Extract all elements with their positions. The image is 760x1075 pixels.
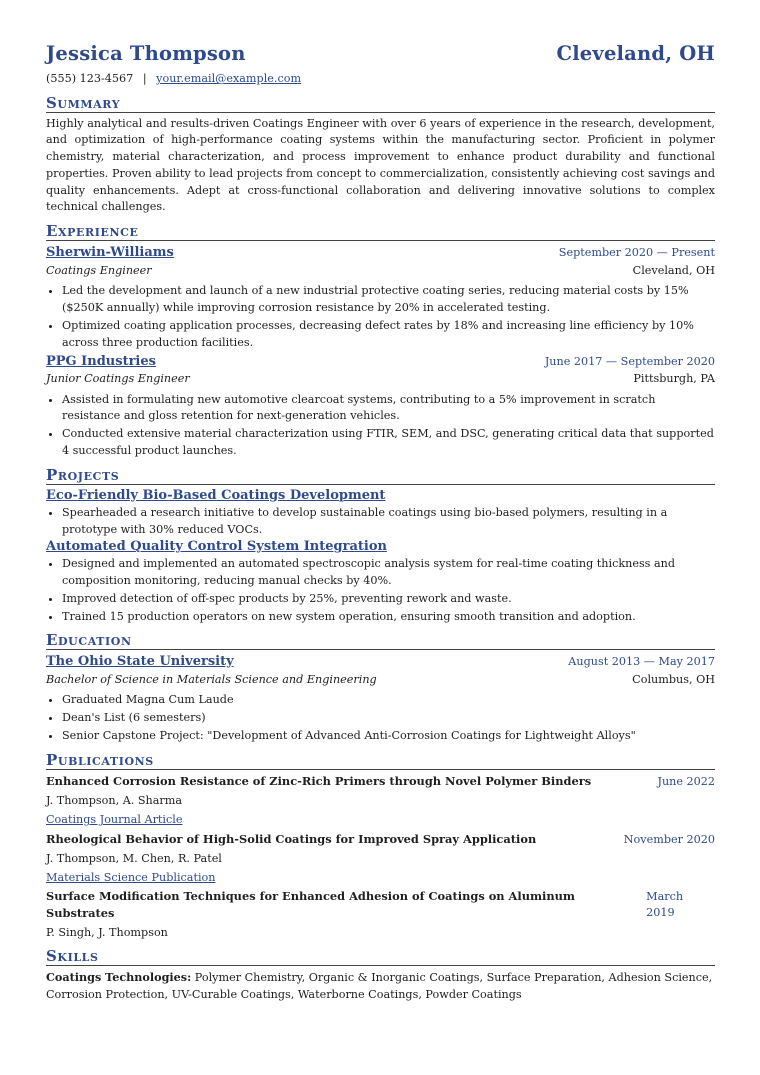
section-title-summary: Summary bbox=[46, 94, 715, 113]
job-bullet: • Led the development and launch of a new industrial protective coating series, reducing material costs by 15% ($250K annually) while improving corrosion resistance by 20% in accelerated testing. bbox=[62, 283, 715, 317]
job-role: Coatings Engineer bbox=[46, 264, 152, 278]
company-name[interactable]: PPG Industries bbox=[46, 353, 156, 369]
education-bullets bbox=[46, 692, 715, 744]
education-dates: August 2013 — May 2017 bbox=[568, 655, 715, 669]
section-title-projects: Projects bbox=[46, 466, 715, 485]
project-bullet: • Improved detection of off-spec products by 25%, preventing rework and waste. bbox=[62, 591, 715, 608]
skills-text: Polymer Chemistry, Organic & Inorganic Coatings, Surface Preparation, Adhesion Science, Corrosion Protection, UV-Curable Coatings, Waterborne Coatings, Powder Coatings bbox=[46, 970, 713, 1001]
job-location: Pittsburgh, PA bbox=[633, 372, 715, 386]
education-entry bbox=[46, 653, 715, 744]
phone-number: (555) 123-4567 bbox=[46, 72, 134, 86]
summary-text: Highly analytical and results-driven Coatings Engineer with over 6 years of experience in the research, development, and optimization of high-performance coating systems within the manufacturing sector. Proficient in polymer chemistry, material characterization, and process improvement to enhance product durability and functional properties. Proven ability to lead projects from concept to commercialization, consistently achieving cost savings and quality enhancements. Adept at cross-functional collaboration and delivering innovative solutions to complex technical challenges. bbox=[46, 116, 715, 214]
job-bullet: • Assisted in formulating new automotive clearcoat systems, contributing to a 5% improvement in scratch resistance and gloss retention for next-generation vehicles. bbox=[62, 392, 715, 426]
job-bullets bbox=[46, 392, 715, 460]
publication-title: Surface Modification Techniques for Enhanced Adhesion of Coatings on Aluminum Substrates bbox=[46, 889, 575, 920]
publication-entry bbox=[46, 831, 715, 887]
publication-authors: J. Thompson, M. Chen, R. Patel bbox=[46, 851, 222, 865]
job-dates: September 2020 — Present bbox=[558, 246, 715, 260]
publication-date: November 2020 bbox=[623, 832, 715, 846]
publication-authors: J. Thompson, A. Sharma bbox=[46, 794, 183, 808]
job-location: Cleveland, OH bbox=[632, 264, 715, 278]
candidate-name: Jessica Thompson bbox=[46, 42, 246, 65]
email-link[interactable]: your.email@example.com bbox=[156, 72, 302, 86]
header bbox=[46, 40, 715, 68]
section-title-skills: Skills bbox=[46, 947, 715, 966]
project-entry bbox=[46, 539, 715, 625]
publication-title: Rheological Behavior of High-Solid Coatings for Improved Spray Application bbox=[46, 831, 537, 846]
company-name[interactable]: Sherwin-Williams bbox=[46, 245, 174, 261]
job-role: Junior Coatings Engineer bbox=[46, 372, 190, 386]
skills-line bbox=[46, 969, 715, 1004]
section-title-publications: Publications bbox=[46, 751, 715, 770]
project-bullet: • Spearheaded a research initiative to develop sustainable coatings using bio-based polymers, resulting in a prototype with 30% reduced VOCs. bbox=[62, 505, 715, 539]
publication-entry bbox=[46, 773, 715, 829]
project-bullets bbox=[46, 505, 715, 539]
job-bullet: • Conducted extensive material characterization using FTIR, SEM, and DSC, generating critical data that supported 4 successful product launches. bbox=[62, 426, 715, 460]
job-dates: June 2017 — September 2020 bbox=[544, 354, 715, 368]
publication-date: March 2019 bbox=[646, 890, 684, 920]
project-bullet: • Trained 15 production operators on new system operation, ensuring smooth transition and adoption. bbox=[62, 609, 715, 626]
experience-entry bbox=[46, 244, 715, 351]
publication-link[interactable]: Coatings Journal Article bbox=[46, 813, 183, 827]
publication-date: June 2022 bbox=[657, 774, 715, 788]
contact-line bbox=[46, 71, 715, 87]
education-bullet: • Dean's List (6 semesters) bbox=[62, 710, 715, 727]
section-title-experience: Experience bbox=[46, 222, 715, 241]
publication-title: Enhanced Corrosion Resistance of Zinc-Rich Primers through Novel Polymer Binders bbox=[46, 773, 592, 788]
education-bullet: • Senior Capstone Project: "Development of Advanced Anti-Corrosion Coatings for Lightweight Alloys" bbox=[62, 728, 715, 745]
project-name[interactable]: Automated Quality Control System Integration bbox=[46, 539, 387, 555]
section-title-education: Education bbox=[46, 631, 715, 650]
project-bullets bbox=[46, 556, 715, 625]
skills-label: Coatings Technologies: bbox=[46, 969, 192, 984]
education-bullet: • Graduated Magna Cum Laude bbox=[62, 692, 715, 709]
publication-authors: P. Singh, J. Thompson bbox=[46, 925, 168, 939]
publication-link[interactable]: Materials Science Publication bbox=[46, 871, 216, 885]
candidate-location: Cleveland, OH bbox=[556, 42, 715, 65]
project-bullet: • Designed and implemented an automated spectroscopic analysis system for real-time coating thickness and composition monitoring, reducing manual checks by 40%. bbox=[62, 556, 715, 590]
experience-entry bbox=[46, 353, 715, 460]
school-location: Columbus, OH bbox=[632, 673, 715, 687]
publication-entry bbox=[46, 888, 715, 941]
job-bullet: • Optimized coating application processes, decreasing defect rates by 18% and increasing line efficiency by 10% across three production facilities. bbox=[62, 318, 715, 352]
contact-separator: | bbox=[142, 72, 147, 86]
degree: Bachelor of Science in Materials Science and Engineering bbox=[46, 673, 377, 687]
project-entry bbox=[46, 488, 715, 538]
job-bullets bbox=[46, 283, 715, 351]
project-name[interactable]: Eco-Friendly Bio-Based Coatings Development bbox=[46, 487, 386, 503]
school-name[interactable]: The Ohio State University bbox=[46, 654, 234, 670]
